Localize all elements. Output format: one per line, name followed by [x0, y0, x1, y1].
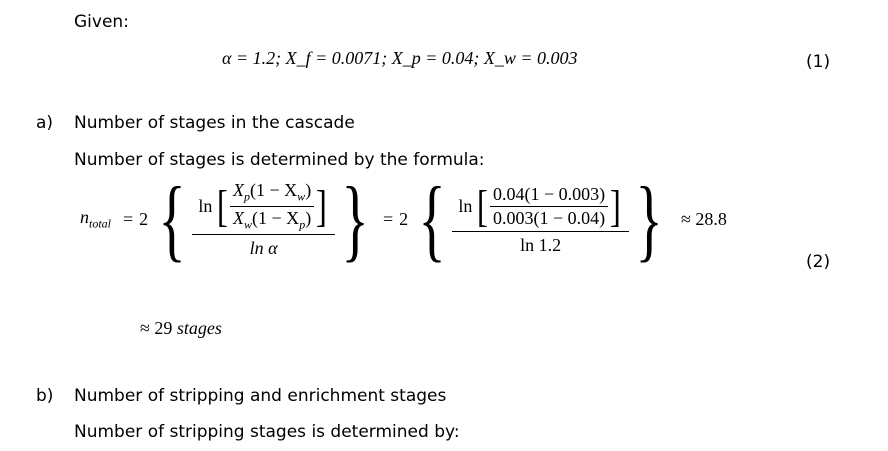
- equation-2-lhs-sub: total: [89, 216, 112, 231]
- xp-var: X: [233, 180, 245, 200]
- stages-number: 29: [154, 318, 173, 338]
- given-label: Given:: [74, 12, 129, 32]
- stages-word: stages: [176, 318, 222, 338]
- equation-2-coefficient-1: 2: [139, 209, 149, 230]
- equation-2: [80, 168, 727, 271]
- stages-result: [140, 318, 222, 339]
- xw-sub: w: [244, 217, 253, 232]
- numeric-numerator: [452, 184, 628, 231]
- equation-2-result: ≈ 28.8: [680, 209, 727, 230]
- den-paren-sub: p: [299, 217, 306, 232]
- ln-operator-symbolic: ln: [198, 195, 213, 216]
- ln-operator-numeric: ln: [458, 195, 473, 216]
- stages-approx-symbol: ≈: [140, 318, 150, 338]
- left-brace-icon-1: {: [158, 168, 186, 271]
- bracket-right-icon-2: ]: [609, 182, 621, 232]
- numeric-inner-fraction: [490, 184, 608, 229]
- part-b-title: Number of stripping and enrichment stages: [74, 386, 447, 406]
- part-a-subtitle: Number of stages is determined by the formula:: [74, 150, 485, 170]
- bracket-left-icon-1: [: [217, 182, 229, 232]
- symbolic-inner-fraction: [230, 180, 314, 232]
- numeric-inner-numerator: 0.04(1 − 0.003): [493, 183, 606, 204]
- equation-2-lhs: [80, 207, 117, 232]
- equation-2-numeric-fraction: [448, 184, 632, 256]
- xw-var: X: [233, 207, 245, 228]
- num-paren-close: ): [305, 180, 312, 200]
- right-brace-icon-2: }: [635, 168, 663, 271]
- equation-2-equals-2: =: [383, 209, 394, 230]
- equation-2-symbolic-fraction: [188, 180, 339, 259]
- symbolic-numerator: [192, 180, 335, 234]
- part-b-subtitle: Number of stripping stages is determined by:: [74, 422, 460, 442]
- symbolic-inner-denominator: [230, 207, 314, 233]
- xp-sub: p: [244, 189, 251, 204]
- left-brace-icon-2: {: [418, 168, 446, 271]
- num-paren-sub: w: [297, 189, 306, 204]
- right-brace-icon-1: }: [341, 168, 369, 271]
- equation-1: [222, 48, 578, 69]
- bracket-right-icon-1: ]: [316, 182, 328, 232]
- numeric-inner-denominator: 0.003(1 − 0.04): [493, 207, 606, 228]
- equation-2-lhs-var: n: [80, 207, 89, 228]
- den-paren-close: ): [305, 207, 312, 228]
- numeric-denominator: ln 1.2: [520, 234, 562, 255]
- part-a-title: Number of stages in the cascade: [74, 113, 355, 133]
- symbolic-inner-numerator: [230, 180, 314, 206]
- part-a-label: a): [36, 113, 54, 133]
- symbolic-denominator: ln α: [249, 238, 278, 259]
- equation-2-coefficient-2: 2: [399, 209, 409, 230]
- num-paren-open: (1 − X: [250, 180, 298, 200]
- equation-2-tag: (2): [806, 252, 831, 272]
- den-paren-open: (1 − X: [252, 207, 300, 228]
- equation-2-equals: =: [123, 209, 134, 230]
- equation-1-text: α = 1.2; X_f = 0.0071; X_p = 0.04; X_w = 0.003: [222, 48, 578, 68]
- part-b-label: b): [36, 386, 54, 406]
- equation-1-tag: (1): [806, 52, 831, 72]
- bracket-left-icon-2: [: [477, 182, 489, 232]
